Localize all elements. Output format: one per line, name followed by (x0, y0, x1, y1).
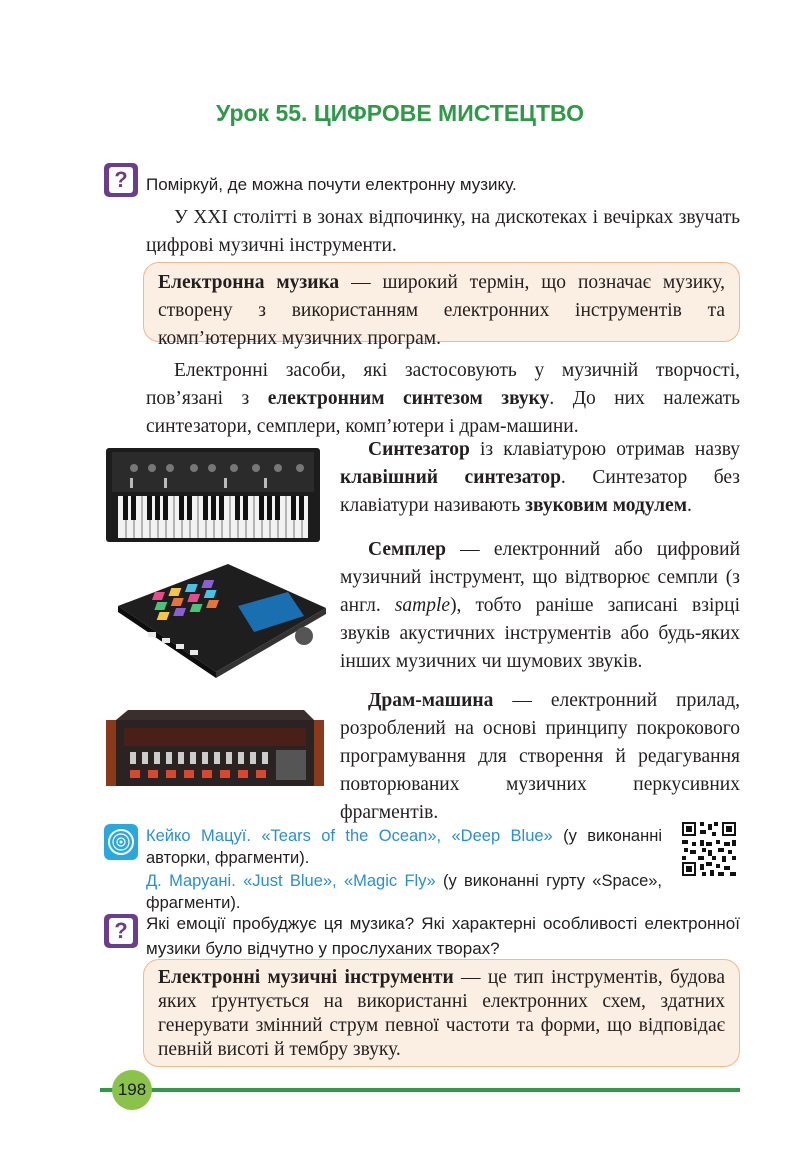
sampler-paragraph: Семплер — електронний або цифровий музичний інструмент, що відтворює семпли (з англ. sample), тобто раніше записані взірці звуків акустичних інструментів або будь-яких інших музичних чи шумових звуків. (340, 539, 740, 672)
synthesizer-image (104, 446, 322, 544)
drum-machine-image (104, 706, 326, 790)
definition-text: — широкий термін, що позначає музику, створену з використанням електронних інструментів та комп’ютерних музичних програм. (158, 272, 725, 349)
drum-machine-paragraph: Драм-машина — електронний прилад, розроблений на основі принципу покрокового програмування для створення й редагування повторюваних музичних перкусивних фрагментів. (340, 690, 740, 823)
question-text: Які емоції пробуджує ця музика? Які характерні особливості електронної музики було відчутно у прослуханих творах? (146, 914, 740, 958)
audio-disc-icon (104, 824, 138, 860)
page-title: Урок 55. ЦИФРОВЕ МИСТЕЦТВО (216, 100, 584, 126)
definition-box (143, 959, 740, 1067)
means-paragraph: Електронні засоби, які застосовують у музичній творчості, пов’язані з електронним синтезом звуку. До них належать синтезатори, семплери, комп’ютери і драм-машини. (146, 360, 740, 437)
definition-box (143, 262, 740, 349)
sampler-image (108, 556, 330, 678)
definition-term: Електронні музичні інструменти (158, 967, 454, 988)
definition-term: Електронна музика (158, 272, 340, 293)
intro-paragraph: У XXI столітті в зонах відпочинку, на дискотеках і вечірках звучать цифрові музичні інструменти. (146, 207, 740, 256)
listening-item: Кейко Мацуї. «Tears of the Ocean», «Deep Blue» (у виконанні авторки, фрагменти). (146, 827, 663, 867)
definition-text: — це тип інструментів, будова яких ґрунтується на використанні електронних схем, здатних генерувати змінний струм певної частоти та форми, що відповідає певній висоті й тембру звуку. (158, 967, 725, 1060)
footer-rule (128, 1088, 740, 1092)
question-icon: ? (104, 163, 138, 197)
question-text: Поміркуй, де можна почути електронну музику. (146, 175, 517, 194)
question-icon: ? (104, 914, 138, 948)
qr-code[interactable] (680, 820, 738, 878)
listening-item: Д. Маруані. «Just Blue», «Magic Fly» (у виконанні гурту «Space», фрагменти). (146, 872, 663, 912)
synth-paragraph: Синтезатор із клавіатурою отримав назву клавішний синтезатор. Синтезатор без клавіатури називають звуковим модулем. (340, 439, 740, 516)
page-number: 198 (112, 1070, 152, 1110)
